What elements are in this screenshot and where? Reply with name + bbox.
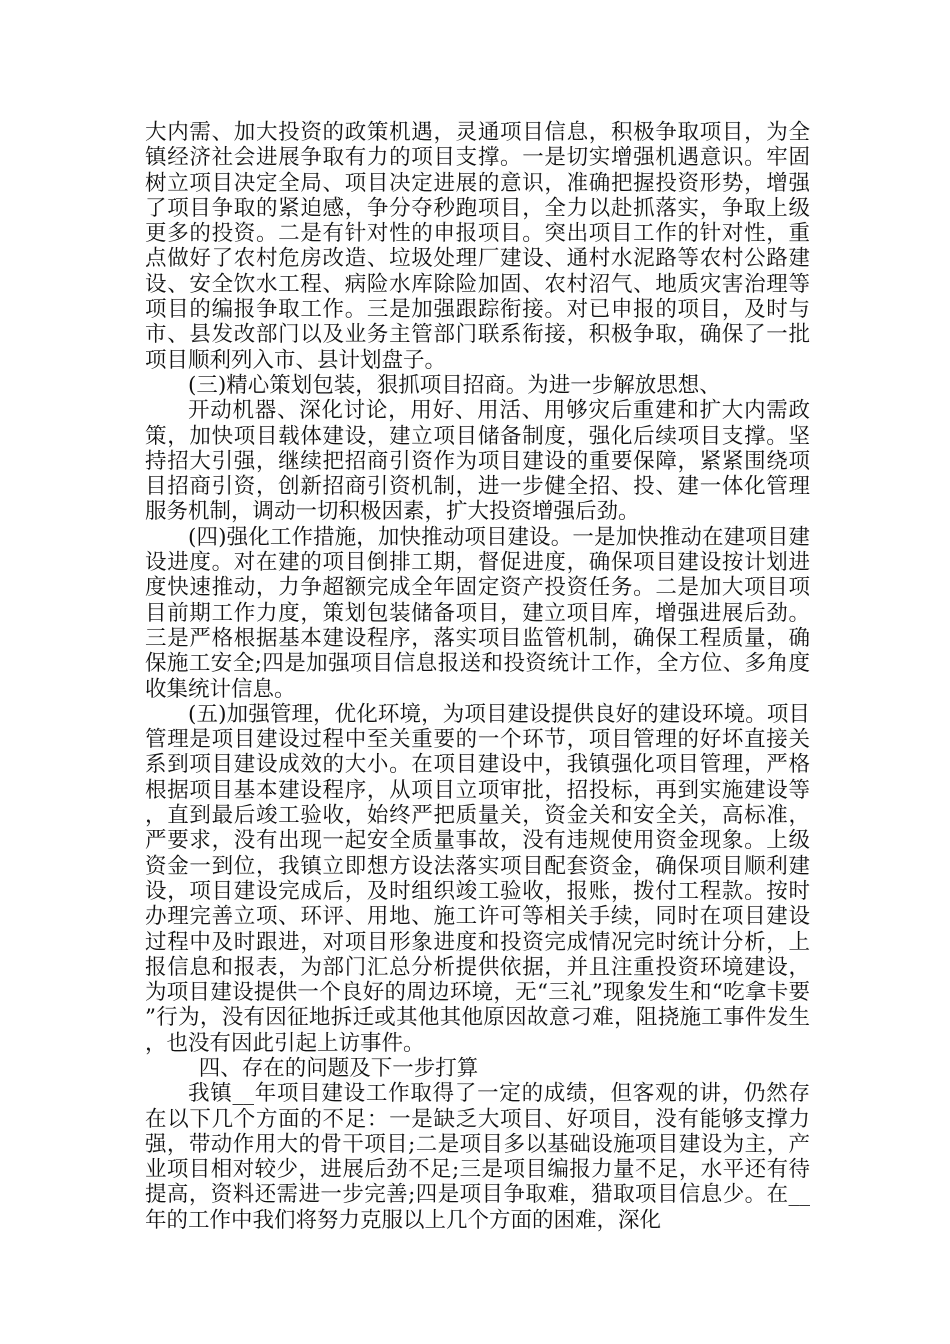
document-page [145,120,810,1233]
paragraph-section-three-heading: (三)精心策划包装，狠抓项目招商。为进一步解放思想、 [188,372,721,398]
paragraph-section-five-management: (五)加强管理，优化环境，为项目建设提供良好的建设环境。项目管理是项目建设过程中至关重要的一个环节，项目管理的好坏直接关系到项目建设成效的大小。在项目建设中，我镇强化项目管理，严格根据项目基本建设程序，从项目立项审批，招投标，再到实施建设等，直到最后竣工验收，始终严把质量关，资金关和安全关，高标准，严要求，没有出现一起安全质量事故，没有违规使用资金现象。上级资金一到位，我镇立即想方设法落实项目配套资金，确保项目顺利建设，项目建设完成后，及时组织竣工验收，报账，拨付工程款。按时办理完善立项、环评、用地、施工许可等相关手续，同时在项目建设过程中及时跟进，对项目形象进度和投资完成情况完时统计分析，上报信息和报表，为部门汇总分析提供依据，并且注重投资环境建设，为项目建设提供一个良好的周边环境，无“三礼”现象发生和“吃拿卡要”行为，没有因征地拆迁或其他其他原因故意刁难，阻挠施工事件发生，也没有因此引起上访事件。 [145,701,810,1056]
section-heading-problems-next-steps: 四、存在的问题及下一步打算 [198,1055,479,1081]
paragraph-policy-opportunity: 大内需、加大投资的政策机遇，灵通项目信息，积极争取项目，为全镇经济社会进展争取有力的项目支撑。一是切实增强机遇意识。牢固树立项目决定全局、项目决定进展的意识，准确把握投资形势，增强了项目争取的紧迫感，争分夺秒跑项目，全力以赴抓落实，争取上级更多的投资。二是有针对性的申报项目。突出项目工作的针对性，重点做好了农村危房改造、垃圾处理厂建设、通村水泥路等农村公路建设、安全饮水工程、病险水库除险加固、农村沼气、地质灾害治理等项目的编报争取工作。三是加强跟踪衔接。对已申报的项目，及时与市、县发改部门以及业务主管部门联系衔接，积极争取，确保了一批项目顺利列入市、县计划盘子。 [145,120,810,373]
paragraph-investment-attraction: 开动机器、深化讨论，用好、用活、用够灾后重建和扩大内需政策，加快项目载体建设，建立项目储备制度，强化后续项目支撑。坚持招大引强，继续把招商引资作为项目建设的重要保障，紧紧围绕项目招商引资，创新招商引资机制，进一步健全招、投、建一体化管理服务机制，调动一切积极因素，扩大投资增强后劲。 [145,398,810,525]
paragraph-shortcomings: 我镇__年项目建设工作取得了一定的成绩，但客观的讲，仍然存在以下几个方面的不足：一是缺乏大项目、好项目，没有能够支撑力强，带动作用大的骨干项目;二是项目多以基础设施项目建设为主，产业项目相对较少，进展后劲不足;三是项目编报力量不足，水平还有待提高，资料还需进一步完善;四是项目争取难，猎取项目信息少。在__年的工作中我们将努力克服以上几个方面的困难，深化 [145,1081,810,1233]
paragraph-section-four-measures: (四)强化工作措施，加快推动项目建设。一是加快推动在建项目建设进度。对在建的项目倒排工期，督促进度，确保项目建设按计划进度快速推动，力争超额完成全年固定资产投资任务。二是加大项目项目前期工作力度，策划包装储备项目，建立项目库，增强进展后劲。三是严格根据基本建设程序，落实项目监管机制，确保工程质量，确保施工安全;四是加强项目信息报送和投资统计工作，全方位、多角度收集统计信息。 [145,524,810,702]
